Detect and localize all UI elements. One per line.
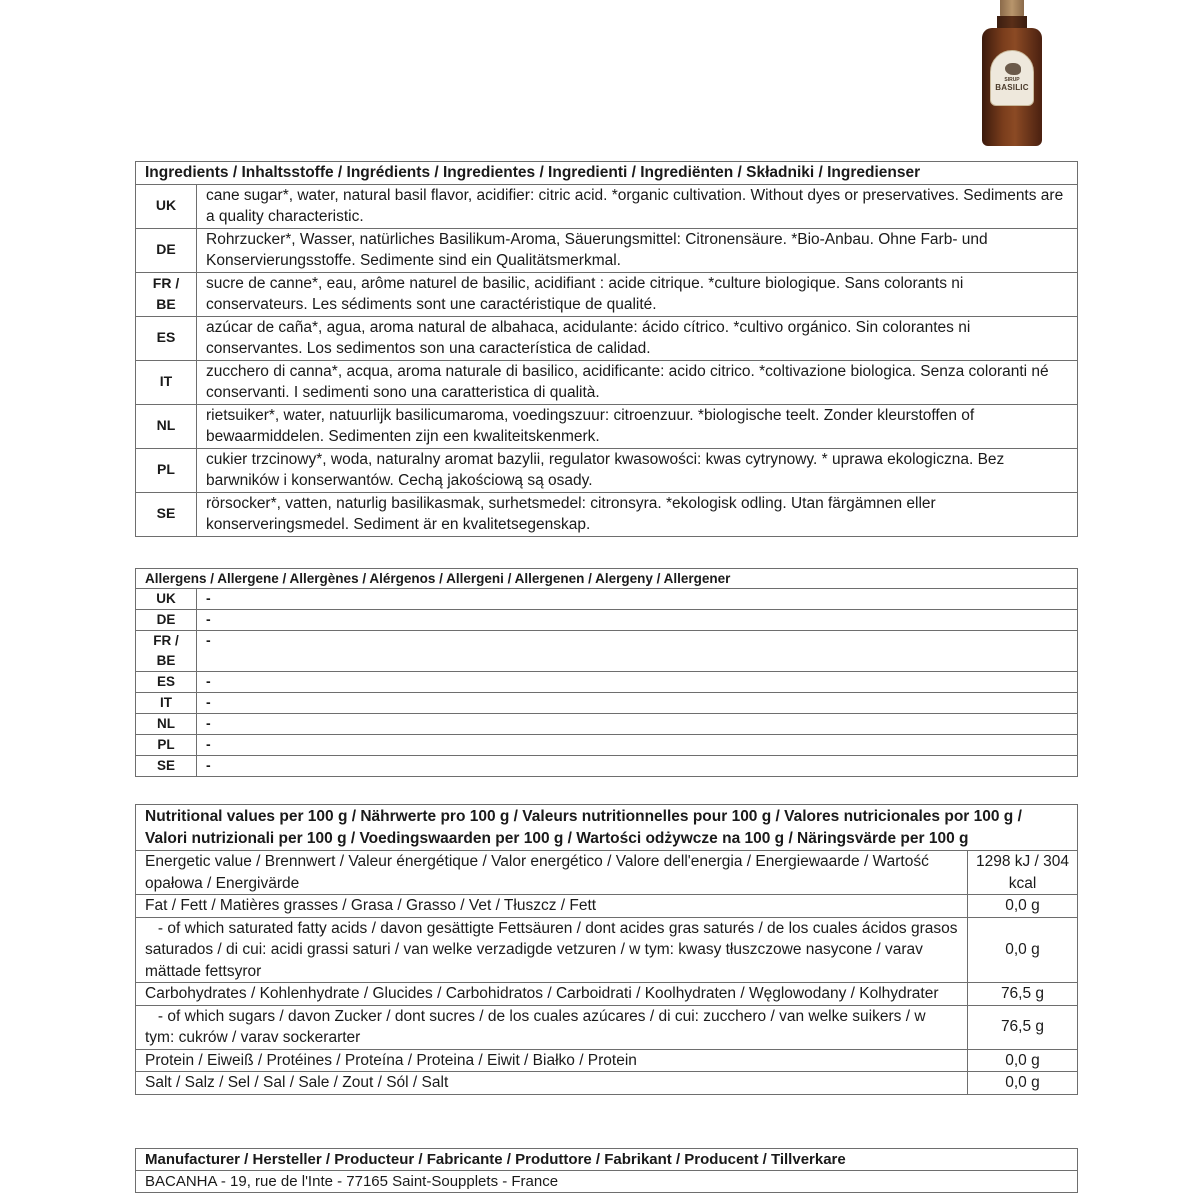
allergens-value: - [197,756,1078,777]
basil-leaf-icon [1005,63,1021,75]
ingredients-text: cane sugar*, water, natural basil flavor, acidifier: citric acid. *organic cultivation. Without dyes or preservatives. Sediments are a quality characteristic. [197,184,1078,228]
nutrient-value: 0,0 g [968,1072,1078,1095]
ingredients-text: zucchero di canna*, acqua, aroma naturale di basilico, acidificante: acido citrico. *coltivazione biologica. Senza coloranti né conservanti. I sedimenti sono una caratteristica di qualità. [197,360,1078,404]
country-code: NL [136,714,197,735]
country-code: DE [136,228,197,272]
allergens-value: - [197,610,1078,631]
nutrition-row-carbohydrates [136,983,1078,1006]
country-code: UK [136,184,197,228]
manufacturer-table [135,1148,1078,1193]
product-bottle-image [980,0,1044,150]
allergens-row-fr-be [136,631,1078,672]
nutrient-value: 0,0 g [968,895,1078,918]
allergens-row-pl [136,735,1078,756]
ingredients-row-uk [136,184,1078,228]
nutrient-label: Energetic value / Brennwert / Valeur énergétique / Valor energético / Valore dell'energia / Energiewaarde / Wartość opałowa / Energivärde [136,851,968,895]
nutrient-value: 76,5 g [968,1005,1078,1049]
nutrient-label: - of which sugars / davon Zucker / dont sucres / de los cuales azúcares / di cui: zucchero / van welke suikers / w tym: cukrów / varav sockerarter [136,1005,968,1049]
country-code: ES [136,316,197,360]
nutrient-label: Salt / Salz / Sel / Sal / Sale / Zout / Sól / Salt [136,1072,968,1095]
ingredients-row-nl [136,404,1078,448]
ingredients-row-de [136,228,1078,272]
nutrient-label: Protein / Eiweiß / Protéines / Proteína / Proteina / Eiwit / Białko / Protein [136,1049,968,1072]
country-code: UK [136,589,197,610]
allergens-value: - [197,714,1078,735]
nutrition-row-salt [136,1072,1078,1095]
country-code: FR / BE [136,631,197,672]
country-code: FR / BE [136,272,197,316]
nutrient-value: 0,0 g [968,917,1078,983]
nutrient-label: Fat / Fett / Matières grasses / Grasa / Grasso / Vet / Tłuszcz / Fett [136,895,968,918]
nutrition-table [135,804,1078,1095]
ingredients-row-it [136,360,1078,404]
ingredients-text: Rohrzucker*, Wasser, natürliches Basilikum-Aroma, Säuerungsmittel: Citronensäure. *Bio-Anbau. Ohne Farb- und Konservierungsstoffe. Sedimente sind ein Qualitätsmerkmal. [197,228,1078,272]
nutrition-title: Nutritional values per 100 g / Nährwerte pro 100 g / Valeurs nutritionnelles pour 100 g / Valores nutricionales por 100 g / Valori nutrizionali per 100 g / Voedingswaarden per 100 g / Wartości odżywcze na 100 g / Näringsvärde per 100 g [136,805,1078,851]
country-code: ES [136,672,197,693]
country-code: SE [136,756,197,777]
ingredients-text: azúcar de caña*, agua, aroma natural de albahaca, acidulante: ácido cítrico. *cultivo orgánico. Sin colorantes ni conservantes. Los sedimentos son una característica de calidad. [197,316,1078,360]
ingredients-text: cukier trzcinowy*, woda, naturalny aromat bazylii, regulator kwasowości: kwas cytrynowy. * uprawa ekologiczna. Bez barwników i konserwantów. Cechą jakościową są osady. [197,448,1078,492]
nutrient-label: - of which saturated fatty acids / davon gesättigte Fettsäuren / dont acides gras saturés / de los cuales ácidos grasos saturados / di cui: acidi grassi saturi / van welke verzadigde vetzuren / w tym: kwasy tłuszczowe nasycone / varav mättade fettsyror [136,917,968,983]
allergens-value: - [197,672,1078,693]
country-code: DE [136,610,197,631]
country-code: IT [136,693,197,714]
allergens-value: - [197,735,1078,756]
bottle-label-top: SIRUP [1004,77,1020,83]
allergens-value: - [197,631,1078,672]
allergens-value: - [197,693,1078,714]
country-code: PL [136,448,197,492]
ingredients-row-fr-be [136,272,1078,316]
manufacturer-address: BACANHA - 19, rue de l'Inte - 77165 Saint-Soupplets - France [136,1171,1078,1193]
ingredients-text: rörsocker*, vatten, naturlig basilikasmak, surhetsmedel: citronsyra. *ekologisk odling. Utan färgämnen eller konserveringsmedel. Sediment är en kvalitetsegenskap. [197,492,1078,536]
ingredients-title: Ingredients / Inhaltsstoffe / Ingrédients / Ingredientes / Ingredienti / Ingrediënten / Składniki / Ingredienser [136,162,1078,185]
allergens-row-es [136,672,1078,693]
ingredients-row-es [136,316,1078,360]
nutrition-row-sugars [136,1005,1078,1049]
allergens-row-nl [136,714,1078,735]
ingredients-row-pl [136,448,1078,492]
nutrient-label: Carbohydrates / Kohlenhydrate / Glucides / Carbohidratos / Carboidrati / Koolhydraten / Węglowodany / Kolhydrater [136,983,968,1006]
country-code: PL [136,735,197,756]
bottle-label-main: BASILIC [995,83,1029,92]
allergens-table [135,568,1078,777]
ingredients-text: rietsuiker*, water, natuurlijk basilicumaroma, voedingszuur: citroenzuur. *biologische teelt. Zonder kleurstoffen of bewaarmiddelen. Sedimenten zijn een kwaliteitskenmerk. [197,404,1078,448]
country-code: SE [136,492,197,536]
nutrition-row-protein [136,1049,1078,1072]
ingredients-row-se [136,492,1078,536]
allergens-row-uk [136,589,1078,610]
bottle-label [990,50,1034,106]
nutrition-row-fat [136,895,1078,918]
country-code: NL [136,404,197,448]
nutrient-value: 76,5 g [968,983,1078,1006]
manufacturer-title: Manufacturer / Hersteller / Producteur / Fabricante / Produttore / Fabrikant / Producent / Tillverkare [136,1149,1078,1171]
allergens-row-it [136,693,1078,714]
nutrient-value: 1298 kJ / 304 kcal [968,851,1078,895]
nutrition-row-saturated-fat [136,917,1078,983]
nutrition-row-energy [136,851,1078,895]
allergens-row-se [136,756,1078,777]
ingredients-text: sucre de canne*, eau, arôme naturel de basilic, acidifiant : acide citrique. *culture biologique. Sans colorants ni conservateurs. Les sédiments sont une caractéristique de qualité. [197,272,1078,316]
country-code: IT [136,360,197,404]
allergens-title: Allergens / Allergene / Allergènes / Alérgenos / Allergeni / Allergenen / Alergeny / Allergener [136,569,1078,589]
nutrient-value: 0,0 g [968,1049,1078,1072]
allergens-value: - [197,589,1078,610]
ingredients-table [135,161,1078,537]
allergens-row-de [136,610,1078,631]
